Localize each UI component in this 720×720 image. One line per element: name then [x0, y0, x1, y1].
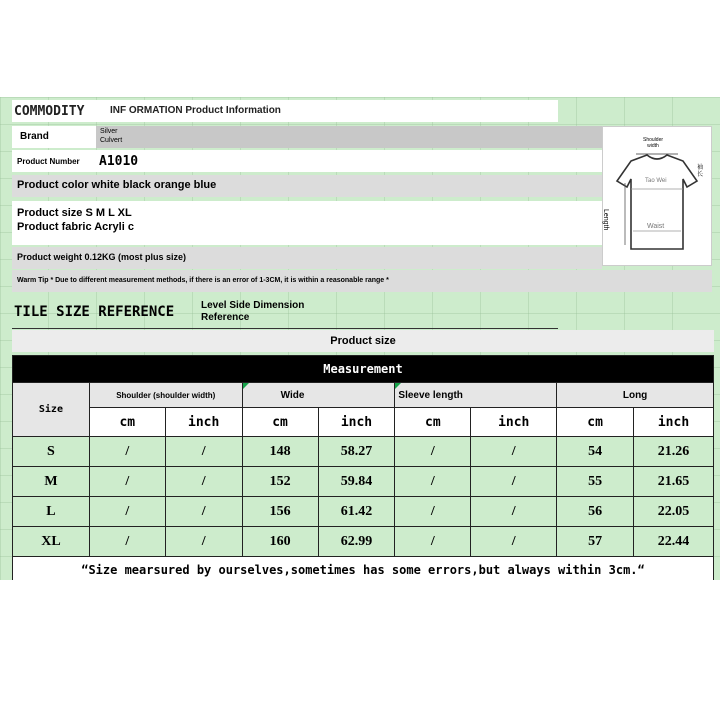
unit-cm: cm [395, 408, 471, 437]
brand-label: Brand [20, 131, 49, 142]
cell: 156 [242, 497, 318, 527]
row-size: M [13, 467, 90, 497]
diagram-shoulder: Shoulder [643, 137, 664, 143]
cell: / [165, 497, 242, 527]
tile-title: TILE SIZE REFERENCE [14, 304, 175, 320]
cell: / [89, 437, 165, 467]
diagram-taowei: Tao Wei [645, 178, 667, 184]
cell: 58.27 [318, 437, 395, 467]
cell: 148 [242, 437, 318, 467]
wide-header: Wide [242, 383, 395, 408]
cell: / [395, 497, 471, 527]
product-weight: Product weight 0.12KG (most plus size) [17, 252, 187, 262]
cell: / [471, 527, 557, 557]
diagram-length: Length [602, 209, 609, 231]
brand-value [100, 127, 122, 145]
long-header: Long [557, 383, 714, 408]
commodity-title: COMMODITY [14, 104, 85, 119]
cell: 57 [557, 527, 634, 557]
diagram-width: width [647, 143, 659, 149]
tile-sub [201, 300, 304, 324]
cell: / [165, 467, 242, 497]
size-column-header: Size [13, 383, 90, 437]
tile-line2: Reference [201, 312, 250, 323]
table-row [13, 527, 714, 557]
cell: / [471, 497, 557, 527]
unit-inch: inch [165, 408, 242, 437]
cell: / [165, 527, 242, 557]
cell: 21.26 [634, 437, 714, 467]
cell: 59.84 [318, 467, 395, 497]
cell: / [89, 497, 165, 527]
cell: 21.65 [634, 467, 714, 497]
unit-cm: cm [89, 408, 165, 437]
diagram-sleeve: 袖长 [697, 165, 704, 178]
product-size-line: Product size S M L XL [17, 207, 132, 219]
brand-line2: Culvert [100, 137, 123, 144]
cell: / [471, 437, 557, 467]
cell: 54 [557, 437, 634, 467]
cell: 160 [242, 527, 318, 557]
product-size-title: Product size [330, 335, 396, 347]
measurement-table [12, 355, 714, 580]
shoulder-width-label [643, 137, 663, 149]
unit-inch: inch [471, 408, 557, 437]
table-row [13, 497, 714, 527]
cell: 62.99 [318, 527, 395, 557]
table-row [13, 437, 714, 467]
unit-inch: inch [634, 408, 714, 437]
table-row [13, 467, 714, 497]
cell: / [89, 527, 165, 557]
row-size: S [13, 437, 90, 467]
cell: 22.44 [634, 527, 714, 557]
cell: / [89, 467, 165, 497]
brand-line1: Silver [100, 128, 118, 135]
measurement-title: Measurement [13, 356, 714, 383]
cell: 152 [242, 467, 318, 497]
size-note: “Size mearsured by ourselves,sometimes has some errors,but always within 3cm.“ [13, 557, 714, 581]
unit-inch: inch [318, 408, 395, 437]
cell: 56 [557, 497, 634, 527]
cell: / [395, 467, 471, 497]
product-fabric-line: Product fabric Acryli c [17, 221, 134, 233]
info-title: INF ORMATION Product Information [110, 105, 281, 116]
cell: / [395, 437, 471, 467]
product-color: Product color white black orange blue [17, 179, 217, 191]
unit-cm: cm [557, 408, 634, 437]
size-chart-sheet [0, 97, 720, 580]
product-number-value: A1010 [99, 154, 139, 169]
cell: 61.42 [318, 497, 395, 527]
sleeve-header: Sleeve length [395, 383, 557, 408]
cell: 55 [557, 467, 634, 497]
cell: / [395, 527, 471, 557]
cell: / [165, 437, 242, 467]
product-number-label: Product Number [17, 157, 80, 166]
tile-line1: Level Side Dimension [201, 300, 305, 311]
warm-tip: Warm Tip * Due to different measurement methods, if there is an error of 1-3CM, it is within a reasonable range * [17, 277, 389, 284]
unit-cm: cm [242, 408, 318, 437]
row-size: XL [13, 527, 90, 557]
cell: / [471, 467, 557, 497]
tshirt-diagram [602, 126, 712, 266]
row-size: L [13, 497, 90, 527]
header-bar [12, 100, 558, 122]
diagram-waist: Waist [647, 223, 665, 230]
shoulder-header: Shoulder (shoulder width) [89, 383, 242, 408]
cell: 22.05 [634, 497, 714, 527]
product-size-bar [12, 330, 714, 352]
